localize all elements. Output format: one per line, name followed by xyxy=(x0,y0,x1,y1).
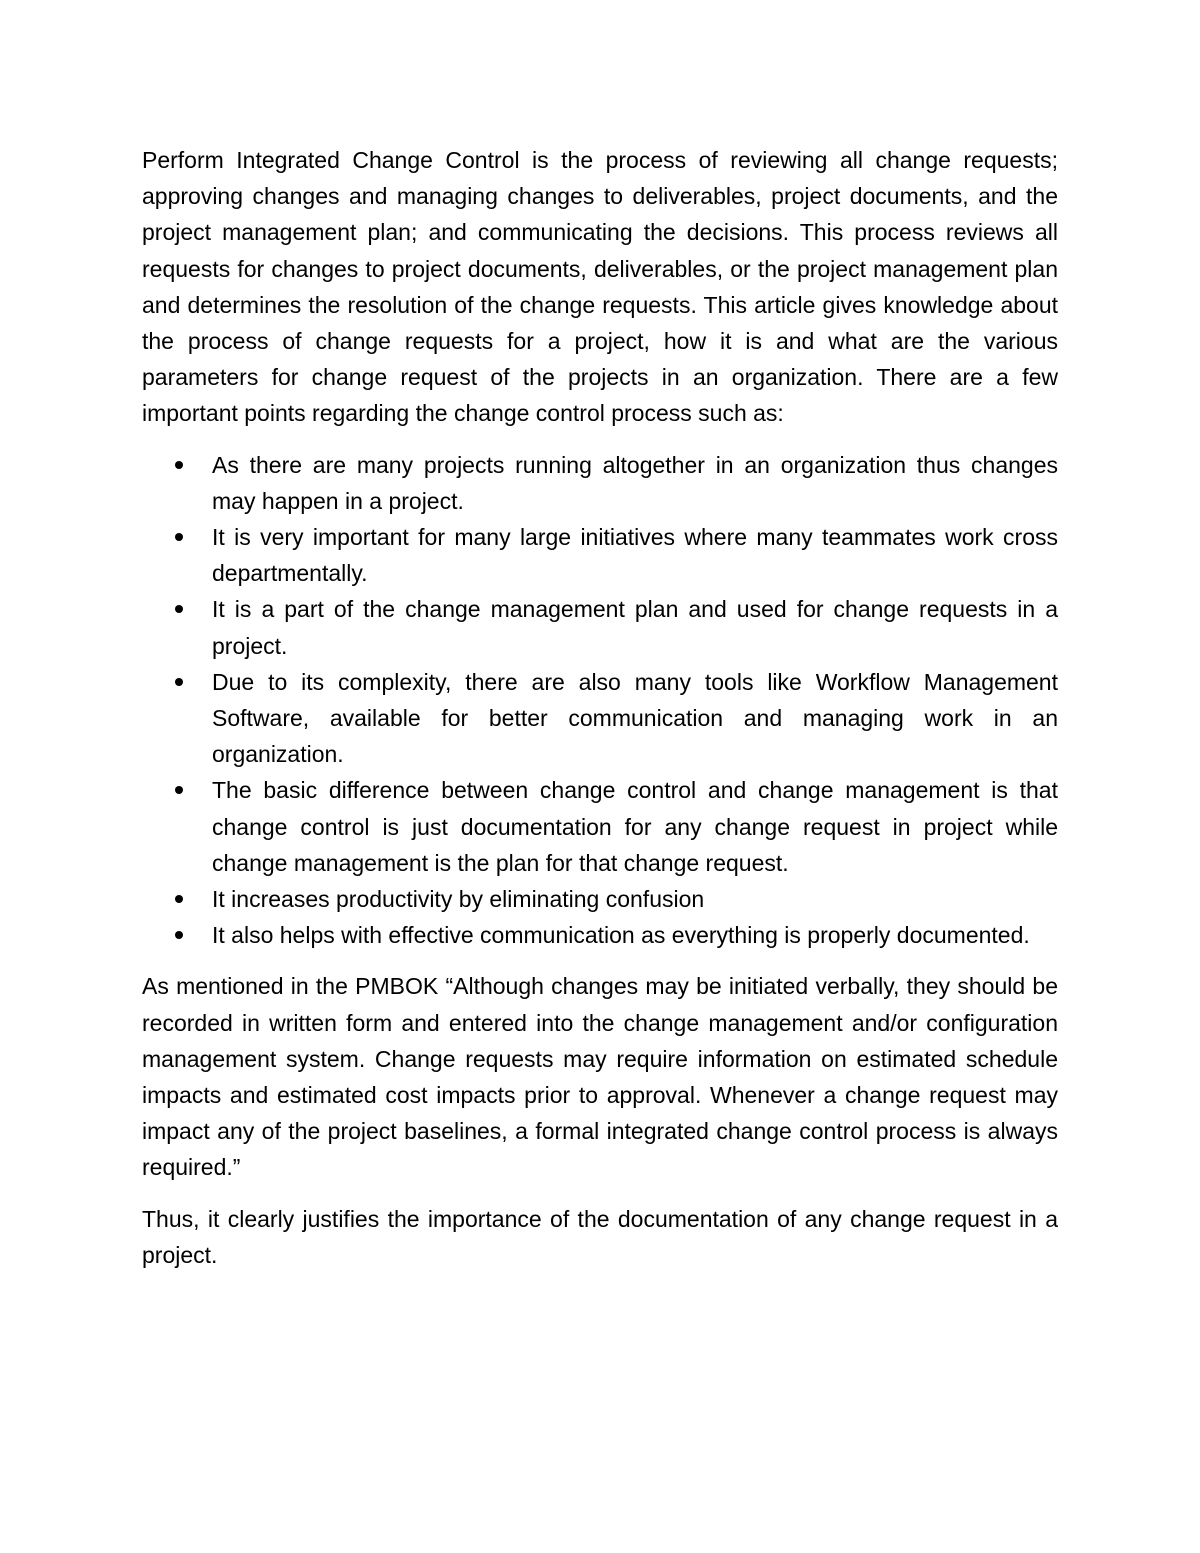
bullet-text: Due to its complexity, there are also many tools like Workflow Management Software, available for better communication and managing work in an organization. xyxy=(212,668,1058,768)
bullet-icon xyxy=(175,678,183,686)
bullet-text: It also helps with effective communication as everything is properly documented. xyxy=(212,922,1030,949)
bullet-icon xyxy=(175,895,183,903)
bullet-icon xyxy=(175,786,183,794)
bullet-text: It increases productivity by eliminating confusion xyxy=(212,886,705,913)
bullet-icon xyxy=(175,605,183,613)
list-item xyxy=(142,772,1058,881)
list-item xyxy=(142,917,1058,953)
bullet-text: As there are many projects running altogether in an organization thus changes may happen in a project. xyxy=(212,451,1058,514)
list-item xyxy=(142,519,1058,591)
quote-paragraph: As mentioned in the PMBOK “Although changes may be initiated verbally, they should be recorded in written form and entered into the change management and/or configuration management system. Change requests may require information on estimated schedule impacts and estimated cost impacts prior to approval. Whenever a change request may impact any of the project baselines, a formal integrated change control process is always required.” xyxy=(142,973,1058,1181)
bullet-text: It is very important for many large initiatives where many teammates work cross departmentally. xyxy=(212,524,1058,587)
bullet-icon xyxy=(175,533,183,541)
bullet-list xyxy=(142,447,1058,954)
intro-paragraph: Perform Integrated Change Control is the process of reviewing all change requests; approving changes and managing changes to deliverables, project documents, and the project management plan; and communicating the decisions. This process reviews all requests for changes to project documents, deliverables, or the project management plan and determines the resolution of the change requests. This article gives knowledge about the process of change requests for a project, how it is and what are the various parameters for change request of the projects in an organization. There are a few important points regarding the change control process such as: xyxy=(142,147,1058,427)
list-item xyxy=(142,591,1058,663)
bullet-icon xyxy=(175,461,183,469)
document-body xyxy=(142,142,1058,1273)
bullet-text: It is a part of the change management plan and used for change requests in a project. xyxy=(212,596,1058,659)
conclusion-paragraph: Thus, it clearly justifies the importance of the documentation of any change request in a project. xyxy=(142,1205,1058,1268)
bullet-icon xyxy=(175,931,183,939)
list-item xyxy=(142,664,1058,773)
bullet-text: The basic difference between change control and change management is that change control is just documentation for any change request in project while change management is the plan for that change request. xyxy=(212,777,1058,876)
list-item xyxy=(142,881,1058,917)
list-item xyxy=(142,447,1058,519)
